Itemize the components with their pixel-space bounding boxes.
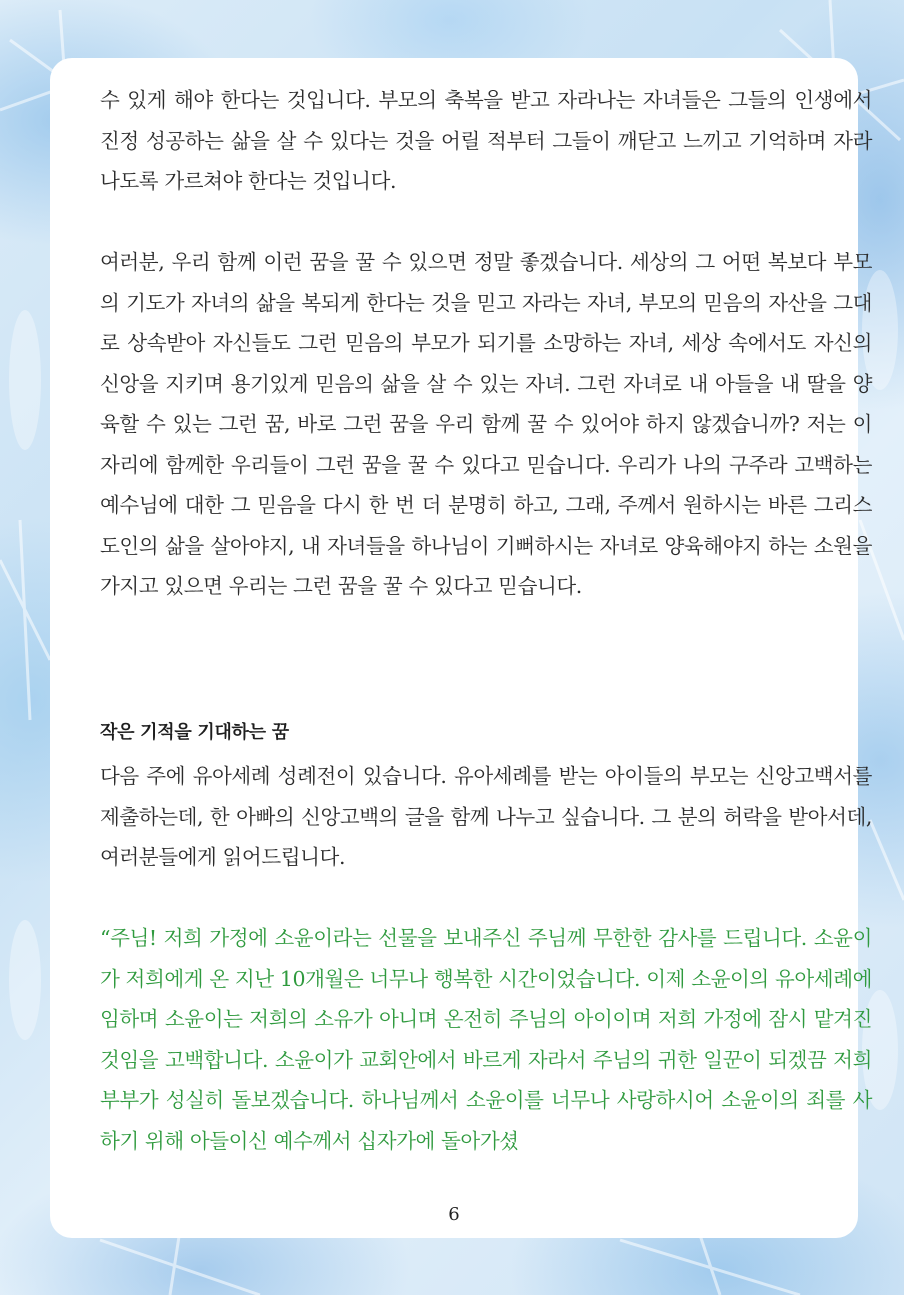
paragraph-1: 수 있게 해야 한다는 것입니다. 부모의 축복을 받고 자라나는 자녀들은 그들의 인생에서 진정 성공하는 삶을 살 수 있다는 것을 어릴 적부터 그들이 깨닫고 느끼고 기억하며 자라나도록 가르쳐야 한다는 것입니다.: [100, 88, 872, 193]
page-card: [50, 58, 872, 1238]
section-heading: 작은 기적을 기대하는 꿈: [100, 722, 289, 743]
paragraph-2: 여러분, 우리 함께 이런 꿈을 꿀 수 있으면 정말 좋겠습니다. 세상의 그 어떤 복보다 부모의 기도가 자녀의 삶을 복되게 한다는 것을 믿고 자라는 자녀, 부모의 믿음의 자산을 그대로 상속받아 자신들도 그런 믿음의 부모가 되기를 소망하는 자녀, 세상 속에서도 자신의 신앙을 지키며 용기있게 믿음의 삶을 살 수 있는 자녀. 그런 자녀로 내 아들을 내 딸을 양육할 수 있는 그런 꿈, 바로 그런 꿈을 우리 함께 꿀 수 있어야 하지 않겠습니까? 저는 이 자리에 함께한 우리들이 그런 꿈을 꿀 수 있다고 믿습니다. 우리가 나의 구주라 고백하는 예수님에 대한 그 믿음을 다시 한 번 더 분명히 하고, 그래, 주께서 원하시는 바른 그리스도인의 삶을 살아야지, 내 자녀들을 하나님이 기뻐하시는 자녀로 양육해야지 하는 소원을 가지고 있으면 우리는 그런 꿈을 꿀 수 있다고 믿습니다.: [100, 250, 872, 598]
page-number: 6: [448, 1204, 460, 1225]
paragraph-3: 다음 주에 유아세례 성례전이 있습니다. 유아세례를 받는 아이들의 부모는 신앙고백서를 제출하는데, 한 아빠의 신앙고백의 글을 함께 나누고 싶습니다. 그 분의 허락을 받아서데, 여러분들에게 읽어드립니다.: [100, 764, 872, 869]
quote-paragraph: “주님! 저희 가정에 소윤이라는 선물을 보내주신 주님께 무한한 감사를 드립니다. 소윤이가 저희에게 온 지난 10개월은 너무나 행복한 시간이었습니다. 이제 소윤이의 유아세례에 임하며 소윤이는 저희의 소유가 아니며 온전히 주님의 아이이며 저희 가정에 잠시 맡겨진 것임을 고백합니다. 소윤이가 교회안에서 바르게 자라서 주님의 귀한 일꾼이 되겠끔 저희 부부가 성실히 돌보겠습니다. 하나님께서 소윤이를 너무나 사랑하시어 소윤이의 죄를 사하기 위해 아들이신 예수께서 십자가에 돌아가셨: [100, 926, 872, 1153]
